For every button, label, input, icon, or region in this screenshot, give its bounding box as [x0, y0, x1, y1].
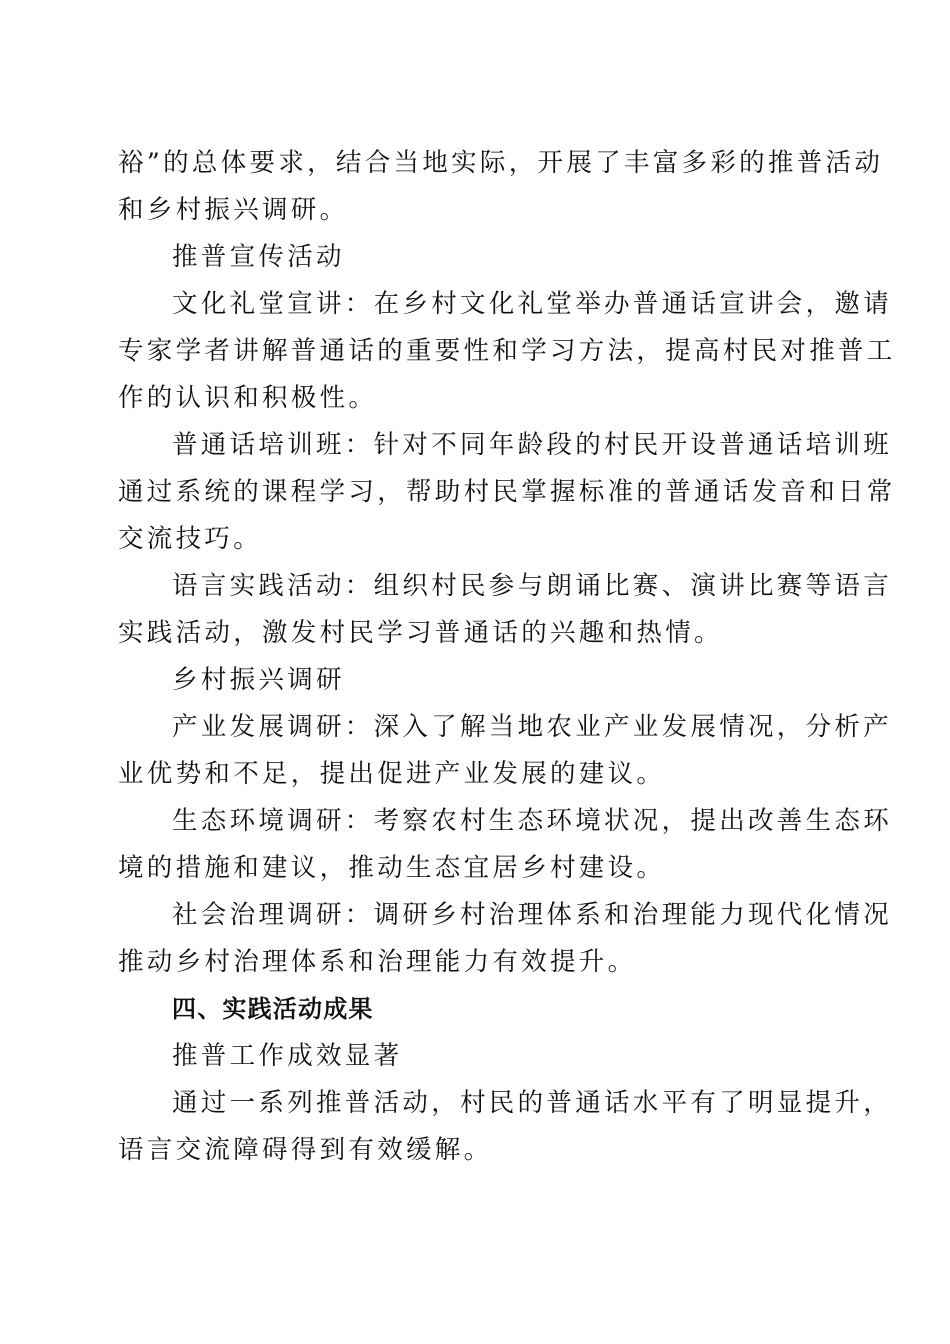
paragraph-line: 推动乡村治理体系和治理能力有效提升。	[118, 947, 637, 977]
paragraph-line: 通过系统的课程学习，帮助村民掌握标准的普通话发音和日常	[118, 477, 896, 507]
paragraph-line: 和乡村振兴调研。	[118, 195, 349, 225]
paragraph-line: 境的措施和建议，推动生态宜居乡村建设。	[118, 853, 666, 883]
paragraph-line: 语言交流障碍得到有效缓解。	[118, 1135, 493, 1165]
paragraph-line: 裕”的总体要求，结合当地实际，开展了丰富多彩的推普活动	[118, 148, 884, 178]
paragraph-line: 实践活动，激发村民学习普通话的兴趣和热情。	[118, 618, 723, 648]
paragraph-line: 产业发展调研：深入了解当地农业产业发展情况，分析产	[172, 712, 893, 742]
paragraph-line: 专家学者讲解普通话的重要性和学习方法，提高村民对推普工	[118, 336, 896, 366]
subheading-promotion-activities: 推普宣传活动	[172, 242, 345, 272]
paragraph-line: 通过一系列推普活动，村民的普通话水平有了明显提升，	[172, 1088, 893, 1118]
paragraph-line: 普通话培训班：针对不同年龄段的村民开设普通话培训班	[172, 430, 893, 460]
subheading-rural-revitalization: 乡村振兴调研	[172, 665, 345, 695]
paragraph-line: 交流技巧。	[118, 524, 263, 554]
paragraph-line: 文化礼堂宣讲：在乡村文化礼堂举办普通话宣讲会，邀请	[172, 289, 893, 319]
paragraph-line: 业优势和不足，提出促进产业发展的建议。	[118, 759, 666, 789]
document-body	[118, 140, 896, 1174]
paragraph-line: 语言实践活动：组织村民参与朗诵比赛、演讲比赛等语言	[172, 571, 893, 601]
subheading-results: 推普工作成效显著	[172, 1041, 403, 1071]
section-heading: 四、实践活动成果	[172, 995, 374, 1023]
paragraph-line: 生态环境调研：考察农村生态环境状况，提出改善生态环	[172, 806, 893, 836]
paragraph-line: 作的认识和积极性。	[118, 383, 378, 413]
paragraph-line: 社会治理调研：调研乡村治理体系和治理能力现代化情况	[172, 900, 893, 930]
